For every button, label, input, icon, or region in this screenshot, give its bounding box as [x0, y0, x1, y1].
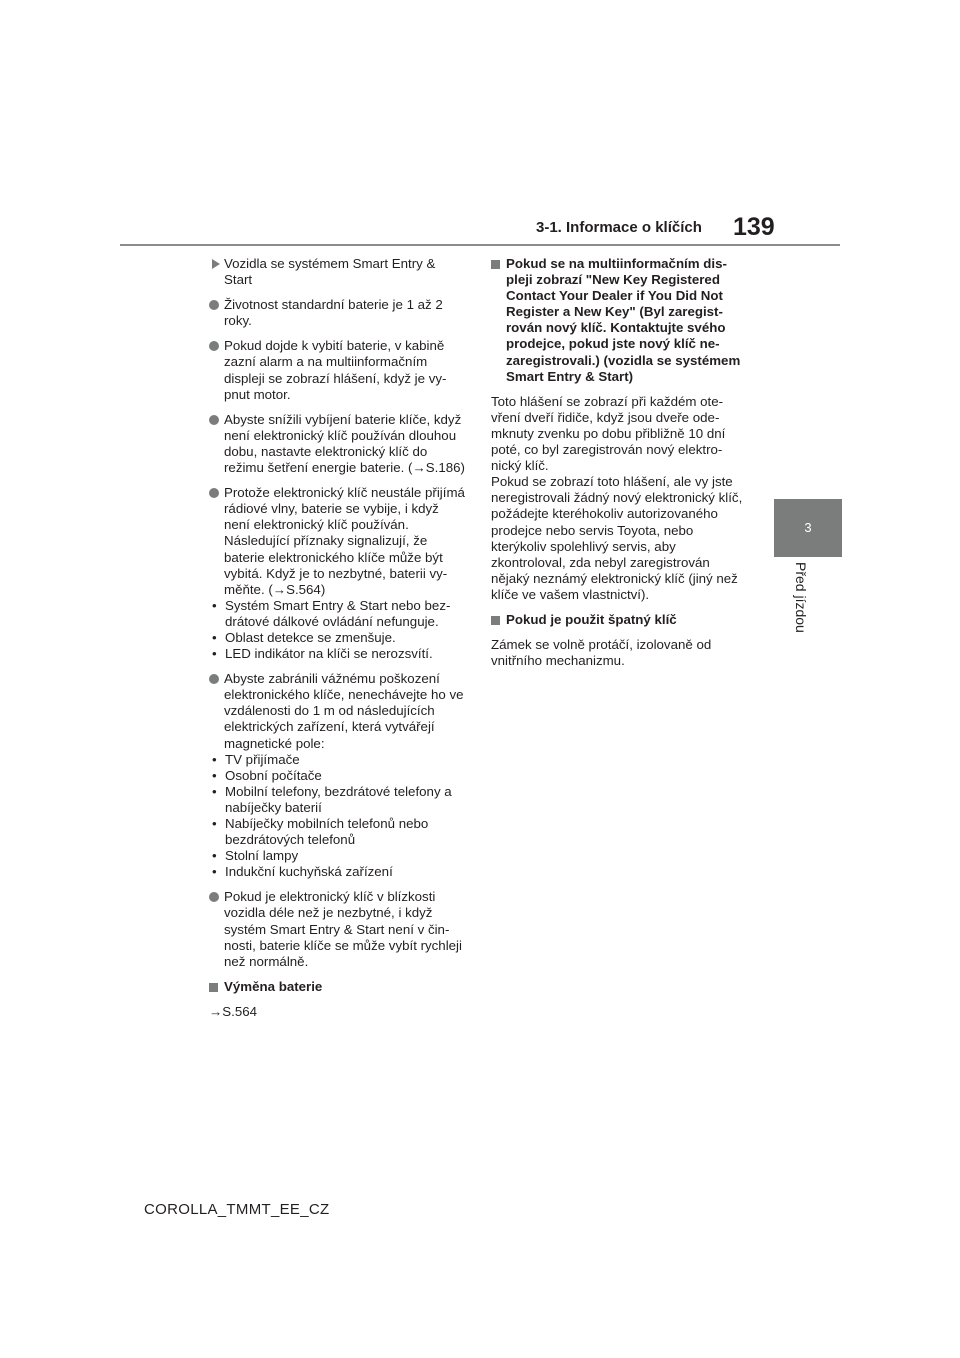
item-text: Abyste snížili vybíjení baterie klíče, když není elektronický klíč používán dlouhou dobu, nastavte elektronický klíč do režimu šetření energie baterie. (→S.186)	[224, 411, 465, 476]
sub-bullet: • LED indikátor na klíči se nerozsvítí.	[209, 646, 467, 662]
list-item	[209, 889, 467, 969]
item-text: Protože elektronický klíč neustále přijímá rádiové vlny, baterie se vybije, i když není elektronický klíč používán. Následující příznaky signalizují, že baterie elektronického klíče může být vybitá. Když je to nezbytné, baterii vyměňte. (→S.564)	[224, 485, 465, 597]
sub-bullet: • Indukční kuchyňská zařízení	[209, 864, 467, 880]
chapter-label-container	[774, 562, 842, 652]
subheading-text: Pokud se na multiinformačním displeji zobrazí "New Key Registered Contact Your Dealer if You Did Not Register a New Key" (Byl zaregistrován nový klíč. Kontaktujte svého prodejce, pokud jste nový klíč nezaregistrovali.) (vozidla se systémem Smart Entry & Start)	[506, 256, 741, 384]
circle-bullet-icon	[209, 674, 219, 684]
square-bullet-icon	[209, 983, 218, 992]
sub-bullet: • Stolní lampy	[209, 848, 467, 864]
right-column	[491, 256, 748, 669]
subheading-text: Výměna baterie	[224, 978, 323, 994]
subheading-text: Pokud je použit špatný klíč	[506, 611, 677, 627]
list-item	[209, 297, 467, 329]
sub-bullet: • TV přijímače	[209, 752, 467, 768]
paragraph: Zámek se volně protáčí, izolovaně od vnitřního mechanizmu.	[491, 637, 712, 669]
sub-bullet: • Osobní počítače	[209, 768, 467, 784]
sub-bullet: • Systém Smart Entry & Start nebo bezdrátové dálkové ovládání nefunguje.	[209, 598, 467, 630]
left-column	[209, 256, 467, 1020]
circle-bullet-icon	[209, 341, 219, 351]
sub-bullet: • Nabíječky mobilních telefonů nebo bezdrátových telefonů	[209, 816, 467, 848]
circle-bullet-icon	[209, 488, 219, 498]
circle-bullet-icon	[209, 415, 219, 425]
intro-text: Vozidla se systémem Smart Entry & Start	[224, 256, 436, 288]
circle-bullet-icon	[209, 300, 219, 310]
chapter-label: Před jízdou	[793, 562, 809, 633]
subheading-wrong-key	[491, 612, 748, 628]
chapter-tab	[774, 499, 842, 557]
list-item	[209, 671, 467, 880]
list-item	[209, 412, 467, 476]
paragraph: Pokud se zobrazí toto hlášení, ale vy jste neregistrovali žádný nový elektronický klíč, požádejte kteréhokoliv autorizovaného prodejce nebo servis Toyota, nebo kterýkoliv spolehlivý servis, aby zkontroloval, zda nebyl zaregistrován nějaký neznámý elektronický klíč (jiný než klíče ve vašem vlastnictví).	[491, 474, 743, 602]
item-text: Životnost standardní baterie je 1 až 2 roky.	[224, 297, 443, 329]
item-text: Abyste zabránili vážnému poškození elektronického klíče, nenechávejte ho ve vzdálenosti do 1 m od následujících elektrických zařízení, která vytvářejí magnetické pole:	[224, 671, 464, 751]
section-title: 3-1. Informace o klíčích	[536, 219, 702, 236]
sub-bullet: • Mobilní telefony, bezdrátové telefony a nabíječky baterií	[209, 784, 467, 816]
document-code: COROLLA_TMMT_EE_CZ	[144, 1201, 330, 1218]
item-text: Pokud je elektronický klíč v blízkosti vozidla déle než je nezbytné, i když systém Smart Entry & Start není v činnosti, baterie klíče se může vybít rychleji než normálně.	[224, 889, 462, 969]
header-rule	[120, 244, 840, 246]
sub-bullet: • Oblast detekce se zmenšuje.	[209, 630, 467, 646]
list-item	[209, 485, 467, 662]
triangle-bullet-icon	[212, 259, 220, 269]
subheading-new-key	[491, 256, 748, 385]
intro-item	[209, 256, 467, 288]
circle-bullet-icon	[209, 892, 219, 902]
square-bullet-icon	[491, 260, 500, 269]
subheading-battery	[209, 979, 467, 995]
page-reference: →S.564	[209, 1003, 258, 1019]
chapter-number: 3	[804, 520, 812, 535]
list-item	[209, 338, 467, 402]
item-text: Pokud dojde k vybití baterie, v kabině zazní alarm a na multiinformačním displeji se zobrazí hlášení, když je vypnut motor.	[224, 338, 447, 402]
paragraph: Toto hlášení se zobrazí při každém otevření dveří řidiče, když jsou dveře odemknuty zvenku po dobu přibližně 10 dní poté, co byl zaregistrován nový elektronický klíč.	[491, 393, 726, 474]
square-bullet-icon	[491, 616, 500, 625]
page-number: 139	[733, 213, 775, 241]
